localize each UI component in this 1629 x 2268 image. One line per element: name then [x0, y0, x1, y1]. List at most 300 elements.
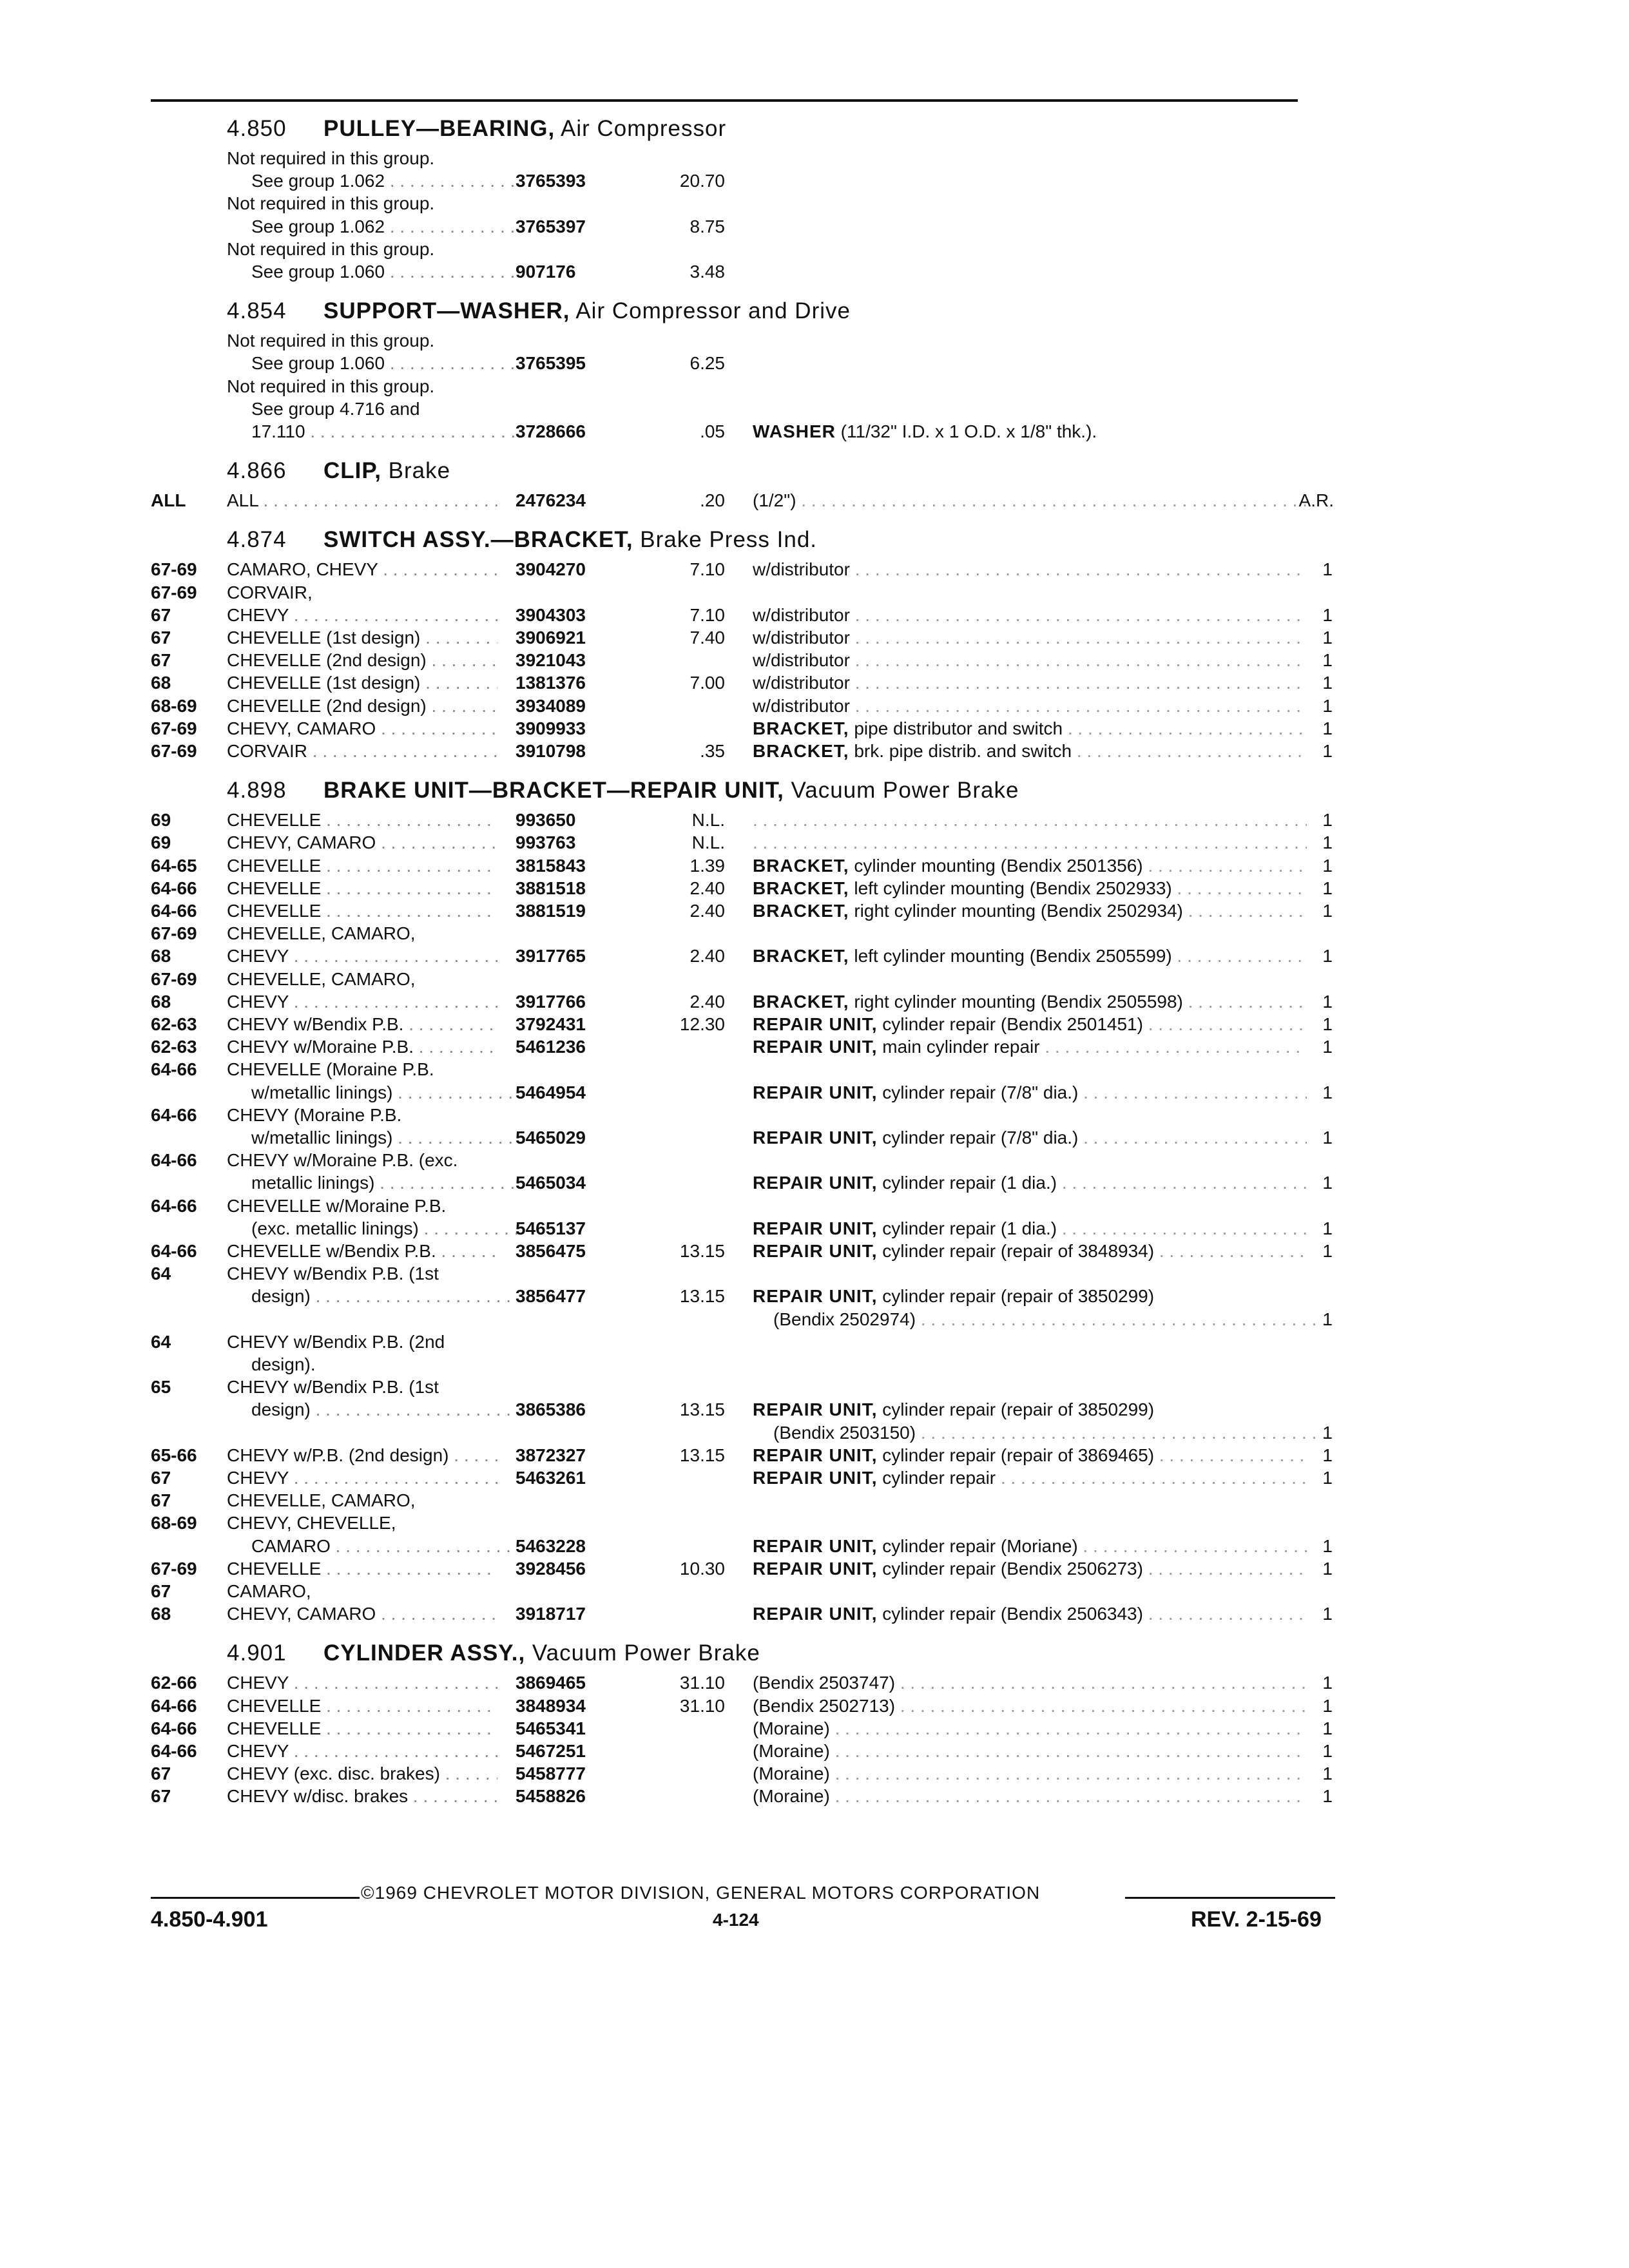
- section-name: SUPPORT—WASHER,: [323, 298, 570, 324]
- table-row: [0, 399, 1629, 422]
- quantity: 1: [1322, 673, 1333, 693]
- part-number: 5458826: [516, 1786, 586, 1807]
- description-text: pipe distributor and switch: [849, 718, 1063, 738]
- quantity: 1: [1322, 628, 1333, 648]
- part-number: 3765393: [516, 171, 586, 191]
- part-number: 3910798: [516, 741, 586, 761]
- part-number: 3904270: [516, 559, 586, 580]
- part-number: 5467251: [516, 1741, 586, 1761]
- model-year: 67-69: [151, 1558, 197, 1579]
- description-text: cylinder repair (repair of 3850299): [877, 1286, 1155, 1307]
- description: w/distributor . . .: [753, 559, 1307, 580]
- table-row: [0, 1059, 1629, 1082]
- description-text: cylinder repair (Bendix 2506273): [877, 1558, 1143, 1579]
- description-keyword: REPAIR UNIT,: [753, 1604, 878, 1624]
- table-row: [0, 1513, 1629, 1536]
- table-row: [0, 1490, 1629, 1514]
- table-row: [0, 193, 1629, 216]
- model-year: 67: [151, 628, 171, 648]
- table-row: [0, 1173, 1629, 1196]
- description: [753, 878, 1307, 899]
- model-name: CHEVY, CAMARO . . .: [227, 832, 497, 853]
- table-row: [0, 1037, 1629, 1060]
- model-year: 67-69: [151, 559, 197, 580]
- section-title: [227, 116, 726, 142]
- part-number: 3881519: [516, 901, 586, 921]
- quantity: 1: [1322, 1082, 1333, 1102]
- table-row: [0, 1786, 1629, 1809]
- table-row: [0, 1264, 1629, 1287]
- part-number: 3917765: [516, 946, 586, 966]
- footer-page-number: 4-124: [713, 1910, 759, 1930]
- description: [753, 1468, 1307, 1488]
- description: [753, 1399, 1307, 1420]
- part-number: 5465029: [516, 1128, 586, 1148]
- part-number: 2476234: [516, 490, 586, 511]
- quantity: 1: [1322, 901, 1333, 921]
- quantity: 1: [1322, 991, 1333, 1012]
- table-row: [0, 1150, 1629, 1173]
- table-row: [0, 490, 1629, 514]
- description: (Moraine) . . .: [753, 1718, 1307, 1739]
- description-text: right cylinder mounting (Bendix 2502934): [849, 901, 1183, 921]
- description-text: cylinder repair: [877, 1468, 996, 1488]
- description-text: left cylinder mounting (Bendix 2502933): [849, 878, 1172, 898]
- model-year: 62-63: [151, 1037, 197, 1057]
- description: (Moraine) . . .: [753, 1741, 1307, 1762]
- model-name: CHEVELLE . . .: [227, 810, 497, 831]
- quantity: 1: [1322, 1445, 1333, 1465]
- description-keyword: REPAIR UNIT,: [753, 1535, 878, 1556]
- model-name: See group 1.060 . . .: [251, 353, 522, 374]
- description-text: cylinder repair (repair of 3869465): [877, 1445, 1155, 1465]
- description-keyword: REPAIR UNIT,: [753, 1173, 878, 1193]
- price: 8.75: [689, 216, 725, 236]
- price: N.L.: [691, 832, 725, 853]
- part-number: 3848934: [516, 1695, 586, 1716]
- description: [753, 992, 1307, 1012]
- description: w/distributor . . .: [753, 673, 1307, 693]
- model-year: 68-69: [151, 1513, 197, 1533]
- model-name: CHEVELLE (2nd design) . . .: [227, 696, 497, 716]
- price: 1.39: [689, 855, 725, 876]
- part-number: 3856475: [516, 1241, 586, 1261]
- quantity: 1: [1322, 810, 1333, 831]
- table-row: [0, 856, 1629, 879]
- part-number: 3815843: [516, 855, 586, 876]
- description: [753, 421, 1307, 442]
- description: w/distributor . . .: [753, 650, 1307, 671]
- quantity: A.R.: [1298, 490, 1334, 511]
- price: .20: [700, 490, 725, 511]
- price: .05: [700, 421, 725, 441]
- part-number: 5461236: [516, 1037, 586, 1057]
- table-row: [0, 810, 1629, 833]
- footer-copyright: ©1969 CHEVROLET MOTOR DIVISION, GENERAL MOTORS CORPORATION: [361, 1883, 1041, 1903]
- part-number: 3909933: [516, 718, 586, 738]
- section-subtitle: Air Compressor and Drive: [570, 298, 851, 324]
- part-number: 3865386: [516, 1399, 586, 1420]
- table-row: [0, 1128, 1629, 1151]
- table-row: [0, 376, 1629, 399]
- table-row: [0, 559, 1629, 582]
- section-number: 4.874: [227, 527, 287, 553]
- description-text: cylinder repair (7/8" dia.): [877, 1128, 1079, 1148]
- part-number: 3765395: [516, 353, 586, 374]
- description-keyword: BRACKET,: [753, 741, 849, 761]
- description: [753, 901, 1307, 921]
- table-row: [0, 1309, 1629, 1332]
- model-name: See group 1.062 . . .: [251, 171, 522, 191]
- part-number: 993763: [516, 832, 576, 853]
- quantity: 1: [1322, 1535, 1333, 1556]
- description: w/distributor . . .: [753, 696, 1307, 716]
- model-year: 67-69: [151, 718, 197, 738]
- price: 3.48: [689, 262, 725, 282]
- model-name: CHEVELLE . . .: [227, 856, 497, 876]
- model-name: CHEVY w/Bendix P.B. . . .: [227, 1014, 497, 1035]
- model-year: 64-66: [151, 878, 197, 898]
- part-number: 993650: [516, 810, 576, 831]
- model-name: CHEVELLE . . .: [227, 901, 497, 921]
- description-keyword: BRACKET,: [753, 878, 849, 898]
- quantity: 1: [1322, 1604, 1333, 1624]
- description: [753, 1173, 1307, 1193]
- table-row: [0, 1741, 1629, 1764]
- model-year: 67: [151, 650, 171, 671]
- part-number: 5465034: [516, 1173, 586, 1193]
- model-name: CAMARO, CHEVY . . .: [227, 559, 497, 580]
- quantity: 1: [1322, 650, 1333, 671]
- table-row: [0, 673, 1629, 696]
- description-text: right cylinder mounting (Bendix 2505598): [849, 991, 1183, 1012]
- price: 10.30: [679, 1558, 725, 1579]
- part-number: 3918717: [516, 1604, 586, 1624]
- table-row: [0, 421, 1629, 445]
- price: 13.15: [679, 1399, 725, 1420]
- model-name: CHEVELLE, CAMARO,: [227, 923, 416, 944]
- model-name: Not required in this group.: [227, 238, 435, 259]
- model-year: 67-69: [151, 923, 197, 944]
- model-name: design) . . .: [251, 1286, 522, 1307]
- quantity: 1: [1322, 1128, 1333, 1148]
- quantity: 1: [1322, 878, 1333, 898]
- footer-revision: REV. 2-15-69: [1191, 1907, 1322, 1932]
- table-row: [0, 992, 1629, 1015]
- model-year: 67-69: [151, 968, 197, 989]
- model-name: ALL . . .: [227, 490, 497, 511]
- description: [753, 856, 1307, 876]
- description-keyword: BRACKET,: [753, 718, 849, 738]
- model-name: CHEVY . . .: [227, 1468, 497, 1488]
- price: N.L.: [691, 810, 725, 831]
- model-year: 64-66: [151, 1241, 197, 1261]
- section-subtitle: Air Compressor: [555, 116, 727, 141]
- table-row: [0, 1445, 1629, 1468]
- part-number: 3856477: [516, 1286, 586, 1307]
- section-name: SWITCH ASSY.—BRACKET,: [323, 527, 633, 553]
- table-row: [0, 1082, 1629, 1106]
- model-name: 17.110 . . .: [251, 421, 522, 442]
- footer-rule-left: [151, 1897, 360, 1899]
- description-text: main cylinder repair: [877, 1037, 1040, 1057]
- quantity: 1: [1322, 1037, 1333, 1057]
- model-name: CORVAIR . . .: [227, 741, 497, 762]
- price: 20.70: [679, 171, 725, 191]
- description-keyword: WASHER: [753, 421, 836, 441]
- table-row: [0, 331, 1629, 354]
- quantity: 1: [1322, 1786, 1333, 1807]
- model-year: 62-63: [151, 1014, 197, 1034]
- quantity: 1: [1322, 741, 1333, 761]
- price: 12.30: [679, 1014, 725, 1034]
- table-row: [0, 1423, 1629, 1446]
- description-text: cylinder repair (repair of 3848934): [877, 1241, 1155, 1261]
- model-year: 68: [151, 1604, 171, 1624]
- description-keyword: BRACKET,: [753, 855, 849, 876]
- part-number: 3921043: [516, 650, 586, 671]
- model-name: CHEVY w/Moraine P.B. . . .: [227, 1037, 497, 1057]
- model-name: Not required in this group.: [227, 193, 435, 214]
- model-name: CHEVY . . .: [227, 992, 497, 1012]
- price: 13.15: [679, 1286, 725, 1307]
- model-name: Not required in this group.: [227, 148, 435, 168]
- part-number: 3728666: [516, 421, 586, 441]
- model-year: 64: [151, 1331, 171, 1352]
- table-row: [0, 1718, 1629, 1742]
- quantity: 1: [1322, 1309, 1333, 1329]
- part-number: 3792431: [516, 1014, 586, 1034]
- description-keyword: REPAIR UNIT,: [753, 1399, 878, 1420]
- model-year: 67-69: [151, 741, 197, 761]
- description: [753, 1037, 1307, 1057]
- model-name: See group 1.062 . . .: [251, 216, 522, 237]
- quantity: 1: [1322, 1241, 1333, 1261]
- price: 7.40: [689, 628, 725, 648]
- quantity: 1: [1322, 718, 1333, 738]
- table-row: [0, 1763, 1629, 1787]
- table-row: [0, 1399, 1629, 1423]
- description: [753, 1014, 1307, 1035]
- section-number: 4.866: [227, 458, 287, 484]
- model-name: CHEVELLE (2nd design) . . .: [227, 650, 497, 671]
- description-keyword: REPAIR UNIT,: [753, 1037, 878, 1057]
- model-name: CORVAIR,: [227, 582, 313, 602]
- section-number: 4.854: [227, 298, 287, 324]
- model-year: 64-66: [151, 1718, 197, 1738]
- table-row: [0, 946, 1629, 969]
- footer-group-range: 4.850-4.901: [151, 1907, 268, 1932]
- price: 31.10: [679, 1673, 725, 1693]
- description: (Moraine) . . .: [753, 1763, 1307, 1784]
- model-year: 68-69: [151, 695, 197, 716]
- price: 13.15: [679, 1241, 725, 1261]
- table-row: [0, 262, 1629, 285]
- model-name: design) . . .: [251, 1399, 522, 1420]
- description-text: cylinder repair (Moriane): [877, 1535, 1078, 1556]
- quantity: 1: [1322, 604, 1333, 625]
- part-number: 5463261: [516, 1468, 586, 1488]
- description: [753, 1559, 1307, 1579]
- model-year: 65: [151, 1377, 171, 1398]
- section-subtitle: Vacuum Power Brake: [784, 778, 1019, 803]
- description: [753, 1286, 1307, 1307]
- model-year: 67: [151, 1581, 171, 1601]
- model-year: 64-65: [151, 855, 197, 876]
- price: 2.40: [689, 901, 725, 921]
- model-name: CHEVY w/Bendix P.B. (1st: [227, 1264, 439, 1284]
- model-name: CHEVELLE . . .: [227, 878, 497, 899]
- section-title: [227, 778, 1019, 803]
- description-keyword: BRACKET,: [753, 991, 849, 1012]
- part-number: 3904303: [516, 604, 586, 625]
- description-keyword: REPAIR UNIT,: [753, 1128, 878, 1148]
- model-name: Not required in this group.: [227, 331, 435, 351]
- part-number: 3928456: [516, 1558, 586, 1579]
- table-row: [0, 901, 1629, 924]
- table-row: [0, 696, 1629, 719]
- description: [753, 1082, 1307, 1103]
- price: 7.10: [689, 604, 725, 625]
- description-text: (11/32" I.D. x 1 O.D. x 1/8" thk.).: [835, 421, 1097, 441]
- part-number: 5465137: [516, 1218, 586, 1238]
- table-row: [0, 878, 1629, 901]
- section-title: [227, 298, 851, 324]
- table-row: [0, 650, 1629, 673]
- description: (Bendix 2503747) . . .: [753, 1673, 1307, 1693]
- table-row: [0, 239, 1629, 262]
- table-row: [0, 718, 1629, 742]
- description-text: cylinder repair (Bendix 2501451): [877, 1014, 1143, 1034]
- table-row: [0, 832, 1629, 856]
- table-row: [0, 171, 1629, 194]
- description: [753, 1241, 1307, 1262]
- model-year: 68: [151, 946, 171, 966]
- section-name: CYLINDER ASSY.,: [323, 1640, 526, 1666]
- quantity: 1: [1322, 946, 1333, 966]
- description-keyword: REPAIR UNIT,: [753, 1558, 878, 1579]
- price: 6.25: [689, 353, 725, 374]
- description: [753, 741, 1307, 762]
- model-year: 67: [151, 1468, 171, 1488]
- part-number: 3881518: [516, 878, 586, 898]
- model-year: 67: [151, 1490, 171, 1511]
- part-number: 907176: [516, 262, 576, 282]
- model-name: CHEVELLE w/Bendix P.B. . . .: [227, 1241, 497, 1262]
- quantity: 1: [1322, 1218, 1333, 1238]
- price: 7.00: [689, 673, 725, 693]
- table-row: [0, 741, 1629, 764]
- model-name: CHEVY, CAMARO . . .: [227, 718, 497, 739]
- model-name: CHEVY w/Moraine P.B. (exc.: [227, 1150, 458, 1171]
- section-number: 4.850: [227, 116, 287, 141]
- section-title: [227, 527, 817, 553]
- price: 2.40: [689, 946, 725, 966]
- model-name: CHEVY w/disc. brakes . . .: [227, 1786, 497, 1807]
- table-row: [0, 1241, 1629, 1264]
- description-keyword: REPAIR UNIT,: [753, 1014, 878, 1034]
- quantity: 1: [1322, 1468, 1333, 1488]
- quantity: 1: [1322, 1422, 1333, 1443]
- model-name: (exc. metallic linings) . . .: [251, 1218, 522, 1239]
- description-keyword: REPAIR UNIT,: [753, 1468, 878, 1488]
- description-keyword: REPAIR UNIT,: [753, 1082, 878, 1102]
- model-name: CHEVY w/Bendix P.B. (1st: [227, 1377, 439, 1398]
- description-text: cylinder repair (Bendix 2506343): [877, 1604, 1143, 1624]
- model-year: 64-66: [151, 1195, 197, 1216]
- model-year: 64-66: [151, 1059, 197, 1080]
- part-number: 3917766: [516, 991, 586, 1012]
- description-text: cylinder repair (repair of 3850299): [877, 1399, 1155, 1420]
- part-number: 5464954: [516, 1082, 586, 1102]
- model-name: CHEVELLE w/Moraine P.B.: [227, 1195, 447, 1216]
- quantity: 1: [1322, 1763, 1333, 1784]
- model-year: ALL: [151, 490, 186, 511]
- model-name: metallic linings) . . .: [251, 1173, 522, 1193]
- model-name: CHEVELLE (1st design) . . .: [227, 673, 497, 693]
- table-row: [0, 628, 1629, 651]
- table-row: [0, 923, 1629, 947]
- table-row: [0, 1286, 1629, 1309]
- model-name: CAMARO,: [227, 1581, 311, 1601]
- model-name: CHEVY . . .: [227, 1741, 497, 1762]
- table-row: [0, 605, 1629, 628]
- table-row: [0, 353, 1629, 376]
- model-year: 64: [151, 1264, 171, 1284]
- description-text: cylinder repair (7/8" dia.): [877, 1082, 1079, 1102]
- table-row: [0, 1581, 1629, 1604]
- table-row: [0, 216, 1629, 240]
- footer-rule-right: [1125, 1897, 1335, 1899]
- section-title: [227, 1640, 760, 1666]
- part-number: 3872327: [516, 1445, 586, 1465]
- section-title: [227, 458, 450, 484]
- top-rule: [151, 99, 1298, 102]
- description: [753, 810, 1307, 831]
- model-name: CAMARO . . .: [251, 1536, 522, 1557]
- price: 31.10: [679, 1695, 725, 1716]
- quantity: 1: [1322, 1673, 1333, 1693]
- model-name: See group 1.060 . . .: [251, 262, 522, 282]
- model-name: CHEVY (Moraine P.B.: [227, 1104, 402, 1125]
- model-year: 67: [151, 604, 171, 625]
- description: [753, 832, 1307, 853]
- model-name: CHEVY . . .: [227, 946, 497, 966]
- description: w/distributor . . .: [753, 605, 1307, 626]
- description: (Bendix 2502713) . . .: [753, 1696, 1307, 1716]
- price: 13.15: [679, 1445, 725, 1465]
- description-text: left cylinder mounting (Bendix 2505599): [849, 946, 1172, 966]
- description: [753, 718, 1307, 739]
- table-row: [0, 1354, 1629, 1378]
- model-year: 64-66: [151, 1695, 197, 1716]
- description: [753, 1128, 1307, 1148]
- section-subtitle: Brake Press Ind.: [633, 527, 818, 553]
- table-row: [0, 1604, 1629, 1627]
- description: [753, 946, 1307, 966]
- model-name: CHEVY, CHEVELLE,: [227, 1513, 396, 1533]
- part-number: 3906921: [516, 628, 586, 648]
- quantity: 1: [1322, 1718, 1333, 1738]
- model-name: CHEVY, CAMARO . . .: [227, 1604, 497, 1624]
- section-subtitle: Vacuum Power Brake: [525, 1640, 760, 1666]
- quantity: 1: [1322, 1741, 1333, 1761]
- description: [753, 1536, 1307, 1557]
- price: .35: [700, 741, 725, 761]
- section-name: PULLEY—BEARING,: [323, 116, 555, 141]
- model-name: Not required in this group.: [227, 376, 435, 396]
- description-keyword: REPAIR UNIT,: [753, 1218, 878, 1238]
